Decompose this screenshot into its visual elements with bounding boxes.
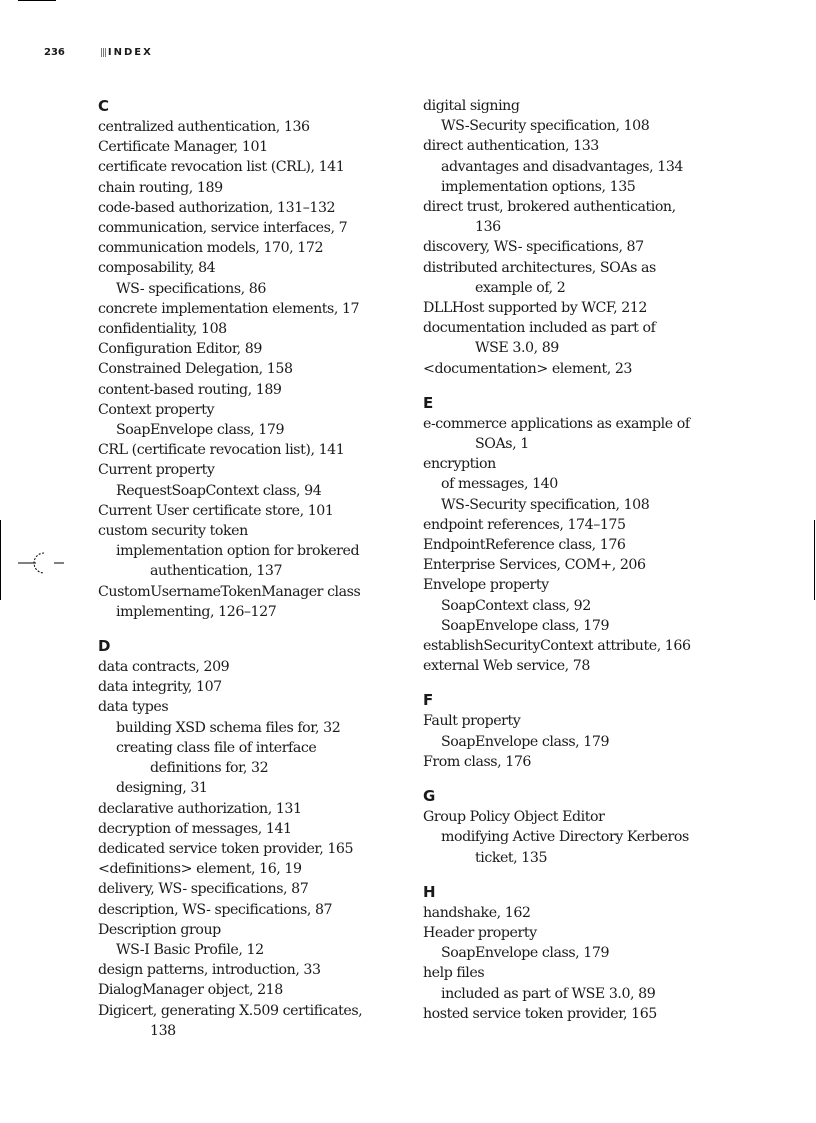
index-entry: data contracts, 209 xyxy=(98,659,230,676)
index-entry: communication models, 170, 172 xyxy=(98,240,324,257)
index-entry: Current User certificate store, 101 xyxy=(98,502,334,519)
index-entry: endpoint references, 174–175 xyxy=(423,516,626,533)
index-entry: decryption of messages, 141 xyxy=(98,820,292,837)
letter-heading: G xyxy=(423,787,436,806)
letter-heading: D xyxy=(98,637,111,656)
index-entry: Description group xyxy=(98,921,221,938)
index-subentry: implementing, 126–127 xyxy=(116,603,277,620)
index-subentry: advantages and disadvantages, 134 xyxy=(441,158,683,175)
index-entry: CRL (certificate revocation list), 141 xyxy=(98,442,345,459)
index-entry: custom security token xyxy=(98,523,248,540)
index-column-right xyxy=(423,96,723,1024)
index-entry: Envelope property xyxy=(423,577,549,594)
registration-mark-icon xyxy=(18,548,64,578)
index-entry: establishSecurityContext attribute, 166 xyxy=(423,638,691,655)
index-entry: certificate revocation list (CRL), 141 xyxy=(98,159,345,176)
index-entry: encryption xyxy=(423,456,496,473)
index-entry: Enterprise Services, COM+, 206 xyxy=(423,557,646,574)
index-entry: composability, 84 xyxy=(98,260,216,277)
index-subentry: of messages, 140 xyxy=(441,476,558,493)
letter-heading: E xyxy=(423,393,434,412)
index-subentry: RequestSoapContext class, 94 xyxy=(116,482,322,499)
index-entry-continuation: example of, 2 xyxy=(475,279,566,296)
index-column-left xyxy=(98,96,400,1041)
index-subentry: building XSD schema files for, 32 xyxy=(116,719,341,736)
index-entry-continuation: 138 xyxy=(150,1022,176,1039)
index-entry: Digicert, generating X.509 certificates, xyxy=(98,1002,363,1019)
letter-heading: C xyxy=(98,97,110,115)
index-entry: e-commerce applications as example of xyxy=(423,415,690,432)
index-entry: declarative authorization, 131 xyxy=(98,800,302,817)
crop-mark-right xyxy=(814,520,815,600)
index-entry: confidentiality, 108 xyxy=(98,321,227,338)
crop-mark-top xyxy=(18,0,56,1)
section-title: INDEX xyxy=(107,46,153,58)
index-entry: Fault property xyxy=(423,713,521,730)
letter-heading: H xyxy=(423,882,436,901)
index-subentry: implementation option for brokered xyxy=(116,543,360,560)
index-subentry: SoapEnvelope class, 179 xyxy=(116,422,285,439)
index-subentry: SoapContext class, 92 xyxy=(441,597,591,614)
index-subentry: WS- specifications, 86 xyxy=(116,280,266,297)
index-entry: DialogManager object, 218 xyxy=(98,982,283,999)
crop-mark-left xyxy=(0,520,1,600)
index-entry: Configuration Editor, 89 xyxy=(98,341,262,358)
running-header xyxy=(44,45,153,59)
index-entry: direct trust, brokered authentication, xyxy=(423,199,676,216)
index-entry: content-based routing, 189 xyxy=(98,381,282,398)
index-entry: delivery, WS- specifications, 87 xyxy=(98,881,309,898)
index-entry: direct authentication, 133 xyxy=(423,138,599,155)
index-entry-continuation: definitions for, 32 xyxy=(150,760,269,777)
index-entry: chain routing, 189 xyxy=(98,179,223,196)
index-entry: data types xyxy=(98,699,169,716)
index-entry: Group Policy Object Editor xyxy=(423,809,605,826)
index-entry: documentation included as part of xyxy=(423,320,656,337)
index-entry: external Web service, 78 xyxy=(423,658,590,675)
index-subentry: modifying Active Directory Kerberos xyxy=(441,829,689,846)
index-entry: centralized authentication, 136 xyxy=(98,119,310,135)
index-entry-continuation: 136 xyxy=(475,219,501,236)
index-entry: data integrity, 107 xyxy=(98,679,222,696)
index-entry: CustomUsernameTokenManager class xyxy=(98,583,361,600)
index-entry: distributed architectures, SOAs as xyxy=(423,259,656,276)
index-entry-continuation: authentication, 137 xyxy=(150,563,283,580)
index-entry: <definitions> element, 16, 19 xyxy=(98,861,302,878)
index-entry: Context property xyxy=(98,401,215,418)
index-entry: Current property xyxy=(98,462,215,479)
index-entry: discovery, WS- specifications, 87 xyxy=(423,239,644,256)
index-subentry: SoapEnvelope class, 179 xyxy=(441,617,610,634)
index-entry: design patterns, introduction, 33 xyxy=(98,962,321,979)
index-entry: help files xyxy=(423,965,485,982)
index-subentry: implementation options, 135 xyxy=(441,178,636,195)
index-subentry: WS-I Basic Profile, 12 xyxy=(116,941,264,958)
page-number: 236 xyxy=(44,46,65,58)
index-entry: Certificate Manager, 101 xyxy=(98,139,268,156)
index-entry: <documentation> element, 23 xyxy=(423,360,632,377)
index-subentry: WS-Security specification, 108 xyxy=(441,118,650,135)
index-subentry: SoapEnvelope class, 179 xyxy=(441,733,610,750)
index-entry: hosted service token provider, 165 xyxy=(423,1005,657,1022)
index-entry: dedicated service token provider, 165 xyxy=(98,840,354,857)
index-entry-continuation: WSE 3.0, 89 xyxy=(475,340,559,357)
index-entry: EndpointReference class, 176 xyxy=(423,537,626,554)
index-subentry: SoapEnvelope class, 179 xyxy=(441,945,610,962)
index-subentry: WS-Security specification, 108 xyxy=(441,496,650,513)
header-marker-icon xyxy=(101,48,106,57)
index-entry-continuation: ticket, 135 xyxy=(475,849,548,866)
index-entry: handshake, 162 xyxy=(423,904,531,921)
index-entry: code-based authorization, 131–132 xyxy=(98,199,336,216)
index-subentry: designing, 31 xyxy=(116,780,208,797)
index-entry: Constrained Delegation, 158 xyxy=(98,361,293,378)
index-entry: communication, service interfaces, 7 xyxy=(98,220,348,237)
index-subentry: included as part of WSE 3.0, 89 xyxy=(441,985,656,1002)
index-entry: From class, 176 xyxy=(423,753,531,770)
index-entry-continuation: SOAs, 1 xyxy=(475,436,529,453)
index-entry: digital signing xyxy=(423,98,520,114)
index-subentry: creating class file of interface xyxy=(116,739,317,756)
index-entry: description, WS- specifications, 87 xyxy=(98,901,333,918)
index-entry: concrete implementation elements, 17 xyxy=(98,300,360,317)
letter-heading: F xyxy=(423,691,434,710)
index-entry: Header property xyxy=(423,924,537,941)
index-entry: DLLHost supported by WCF, 212 xyxy=(423,300,647,317)
